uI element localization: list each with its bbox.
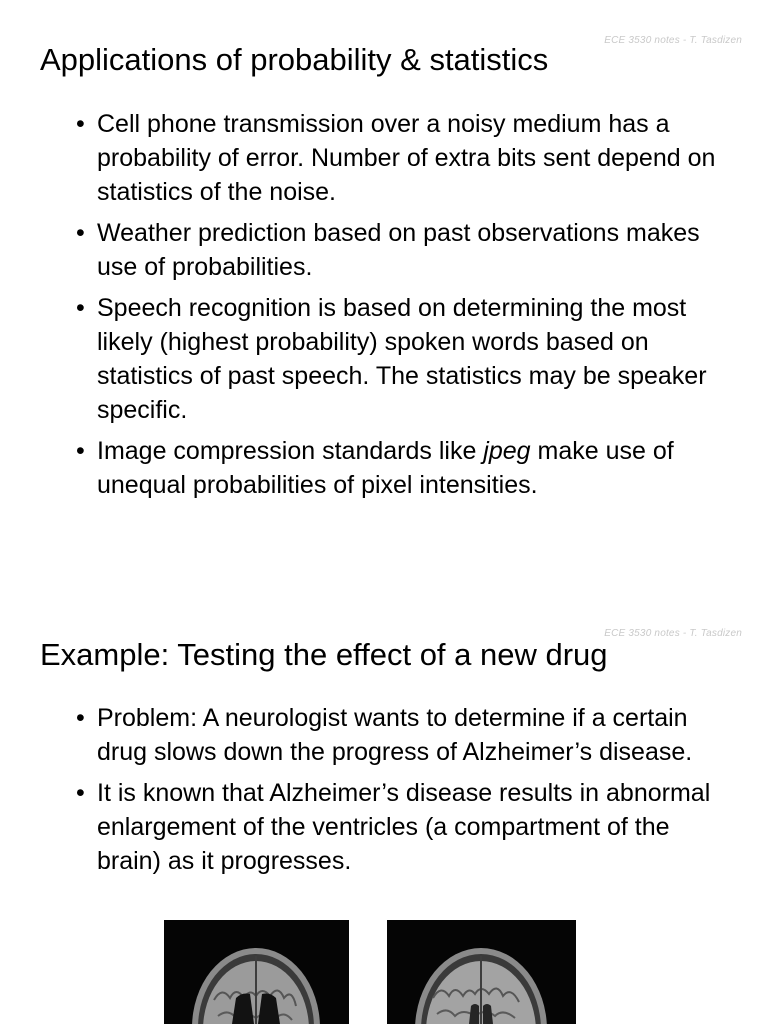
bullet-item bbox=[76, 216, 716, 284]
bullet-text: It is known that Alzheimer’s disease results in abnormal enlargement of the ventricles (a compartment of the brain) as it progresses. bbox=[97, 779, 711, 875]
bullet-item bbox=[76, 107, 716, 209]
mri-images bbox=[0, 920, 768, 1024]
bullet-text-part: Image compression standards like bbox=[97, 437, 484, 465]
bullet-icon: • bbox=[76, 437, 85, 465]
bullet-text: Cell phone transmission over a noisy medium has a probability of error. Number of extra bits sent depend on statistics of the noise. bbox=[97, 110, 716, 206]
brain-mri-enlarged-ventricles-icon bbox=[164, 920, 349, 1024]
bullet-list bbox=[76, 107, 716, 509]
emphasis-text: jpeg bbox=[483, 437, 531, 465]
bullet-list bbox=[76, 701, 716, 885]
watermark: ECE 3530 notes - T. Tasdizen bbox=[604, 35, 742, 46]
brain-mri-normal-icon bbox=[387, 920, 576, 1024]
bullet-icon: • bbox=[76, 219, 85, 247]
bullet-text bbox=[97, 437, 674, 499]
bullet-icon: • bbox=[76, 110, 85, 138]
watermark: ECE 3530 notes - T. Tasdizen bbox=[604, 628, 742, 639]
slide-title: Applications of probability & statistics bbox=[40, 42, 549, 77]
bullet-item bbox=[76, 701, 716, 769]
bullet-item bbox=[76, 776, 716, 878]
bullet-icon: • bbox=[76, 704, 85, 732]
bullet-text: Speech recognition is based on determining the most likely (highest probability) spoken words based on statistics of past speech. The statistics may be speaker specific. bbox=[97, 294, 707, 424]
slide-title: Example: Testing the effect of a new drug bbox=[40, 637, 608, 672]
slide-2 bbox=[0, 600, 768, 1024]
bullet-item bbox=[76, 434, 716, 502]
bullet-item bbox=[76, 291, 716, 427]
bullet-text: Problem: A neurologist wants to determine if a certain drug slows down the progress of Alzheimer’s disease. bbox=[97, 704, 693, 766]
bullet-text-part: make use of unequal probabilities of pixel intensities. bbox=[97, 437, 674, 499]
bullet-icon: • bbox=[76, 779, 85, 807]
bullet-icon: • bbox=[76, 294, 85, 322]
bullet-text: Weather prediction based on past observations makes use of probabilities. bbox=[97, 219, 700, 281]
